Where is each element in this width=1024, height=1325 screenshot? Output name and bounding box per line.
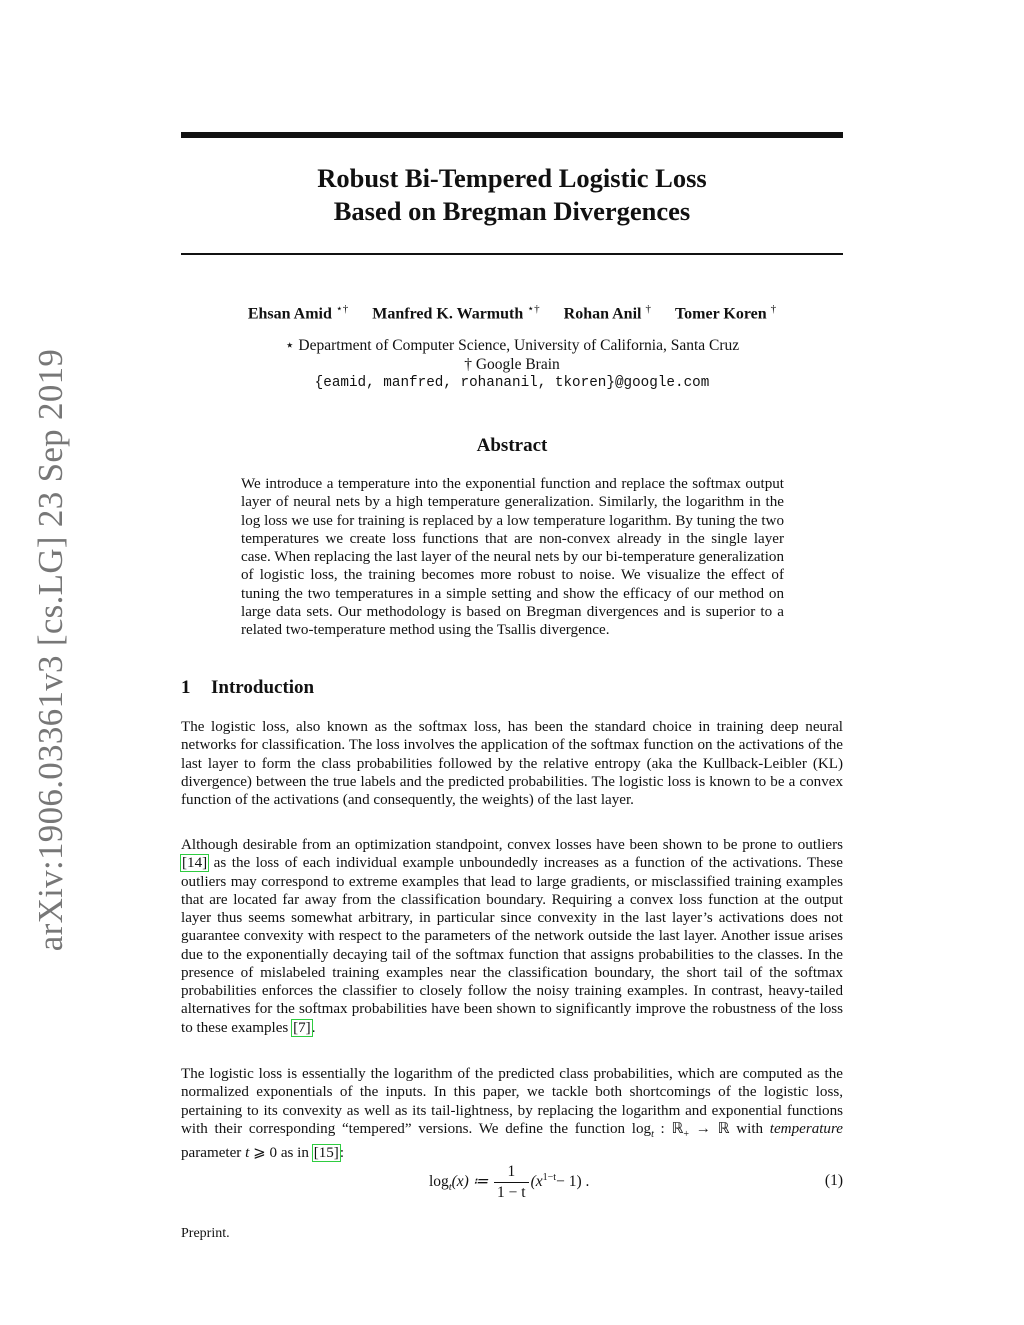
author-affil-mark: † bbox=[645, 303, 651, 315]
author-affil-mark: ⋆† bbox=[527, 303, 540, 315]
math-variable: t bbox=[245, 1145, 250, 1162]
author-affil-mark: ⋆† bbox=[335, 303, 349, 315]
citation-link-7[interactable]: [7] bbox=[293, 1019, 311, 1036]
footer-preprint: Preprint. bbox=[181, 1226, 230, 1241]
equation-1 bbox=[181, 1158, 843, 1208]
eq-fraction-denominator: 1 − t bbox=[497, 1184, 526, 1201]
math-subscript: t bbox=[651, 1128, 654, 1140]
title-line-2: Based on Bregman Divergences bbox=[333, 196, 691, 226]
author-list bbox=[181, 298, 843, 325]
paragraph-text: ⩾ 0 as in bbox=[249, 1145, 313, 1162]
author-1 bbox=[248, 298, 348, 325]
section-number: 1 bbox=[181, 677, 191, 698]
abstract-heading: Abstract bbox=[476, 435, 548, 456]
paragraph-text: The logistic loss is essentially the logarithm of the predicted class probabilities, which are computed as the normalized exponentials of the inputs. In this paper, we tackle both shortcomings of the logistic loss, pertaining to its convexity as well as its tail-lightness, by replacing the logarithm and exponential functions with their corresponding “tempered” versions. We define the function log bbox=[181, 1066, 843, 1137]
paragraph-text: : bbox=[339, 1145, 345, 1162]
paragraph-text: parameter bbox=[181, 1145, 246, 1162]
author-name: Manfred K. Warmuth bbox=[372, 305, 524, 323]
author-name: Rohan Anil bbox=[563, 305, 642, 323]
author-4 bbox=[675, 298, 776, 325]
intro-paragraph-3 bbox=[181, 1065, 843, 1162]
paragraph-text: → ℝ with bbox=[689, 1120, 770, 1137]
author-affil-mark: † bbox=[770, 303, 777, 315]
eq-rhs-exponent: 1−t bbox=[542, 1171, 557, 1183]
title-bottom-rule bbox=[181, 253, 843, 255]
paragraph-text: : ℝ bbox=[653, 1120, 684, 1137]
author-name: Tomer Koren bbox=[674, 305, 767, 323]
eq-fraction bbox=[494, 1162, 529, 1203]
equation-number: (1) bbox=[824, 1172, 843, 1189]
emphasis-text: temperature bbox=[769, 1120, 843, 1137]
paragraph-text: Although desirable from an optimization standpoint, convex losses have been shown to be prone to outliers bbox=[181, 837, 843, 853]
paragraph-text: as the loss of each individual example unboundedly increases as a function of the activations. These outliers may correspond to extreme examples that lead to large gradients, or misclassified training examples that are located far away from the classification boundary. Requiring a convex loss function at the output layer thus seems somewhat arbitrary, in particular since convexity in the last layer’s activations does not guarantee convexity with respect to the parameters of the network outside the last layer. Another issue arises due to the exponentially decaying tail of the softmax function that assigns probabilities to the classes. In the presence of mislabeled training examples near the classification boundary, the short tail of the softmax probabilities enforces the classifier to closely follow the noisy training examples. In contrast, heavy-tailed alternatives for the softmax probabilities have been shown to significantly improve the robustness of the loss to these examples bbox=[181, 855, 843, 1036]
eq-rhs-close: − 1) . bbox=[556, 1173, 590, 1191]
affiliation-ucsc: ⋆ Department of Computer Science, University of California, Santa Cruz bbox=[284, 337, 740, 354]
title-top-rule bbox=[181, 132, 843, 138]
eq-argument: (x) ≔ bbox=[451, 1173, 489, 1191]
math-subscript: + bbox=[683, 1128, 690, 1140]
author-name: Ehsan Amid bbox=[247, 305, 332, 323]
citation-link-15[interactable]: [15] bbox=[313, 1145, 339, 1162]
section-heading bbox=[181, 676, 314, 700]
eq-log-subscript: t bbox=[448, 1182, 452, 1194]
affiliation-google: † Google Brain bbox=[464, 355, 560, 373]
eq-rhs-base: (x bbox=[530, 1173, 543, 1191]
author-emails: {eamid, manfred, rohananil, tkoren}@google.com bbox=[314, 375, 710, 391]
paper-title bbox=[181, 162, 843, 228]
author-3 bbox=[564, 298, 651, 325]
citation-link-14[interactable]: [14] bbox=[182, 855, 208, 872]
intro-paragraph-2 bbox=[181, 836, 843, 1037]
equation-body bbox=[429, 1162, 589, 1203]
section-title: Introduction bbox=[211, 677, 315, 698]
title-line-1: Robust Bi-Tempered Logistic Loss bbox=[317, 163, 707, 193]
affiliations bbox=[181, 337, 843, 393]
eq-fraction-numerator: 1 bbox=[494, 1162, 529, 1183]
paragraph-text: . bbox=[311, 1019, 316, 1036]
eq-log: log bbox=[429, 1173, 449, 1191]
arxiv-stamp: arXiv:1906.03361v3 [cs.LG] 23 Sep 2019 bbox=[31, 348, 70, 952]
author-2 bbox=[372, 298, 539, 325]
abstract-text: We introduce a temperature into the exponential function and replace the softmax output layer of neural nets by a high temperature generalization. Similarly, the logarithm in the log loss we use for training is replaced by a low temperature logarithm. By tuning the two temperatures we create loss functions that are non-convex already in the single layer case. When replacing the last layer of the neural nets by our bi-temperature generalization of logistic loss, the training becomes more robust to noise. We visualize the effect of tuning the two temperatures in a simple setting and show the efficacy of our method on large data sets. Our methodology is based on Bregman divergences and is superior to a related two-temperature method using the Tsallis divergence. bbox=[241, 476, 784, 639]
intro-paragraph-1: The logistic loss, also known as the softmax loss, has been the standard choice in training deep neural networks for classification. The loss involves the application of the softmax function on the activations of the last layer to form the class probabilities followed by the relative entropy (aka the Kullback-Leibler (KL) divergence) between the true labels and the predicted probabilities. The logistic loss is known to be a convex function of the activations (and consequently, the weights) of the last layer. bbox=[181, 719, 843, 808]
